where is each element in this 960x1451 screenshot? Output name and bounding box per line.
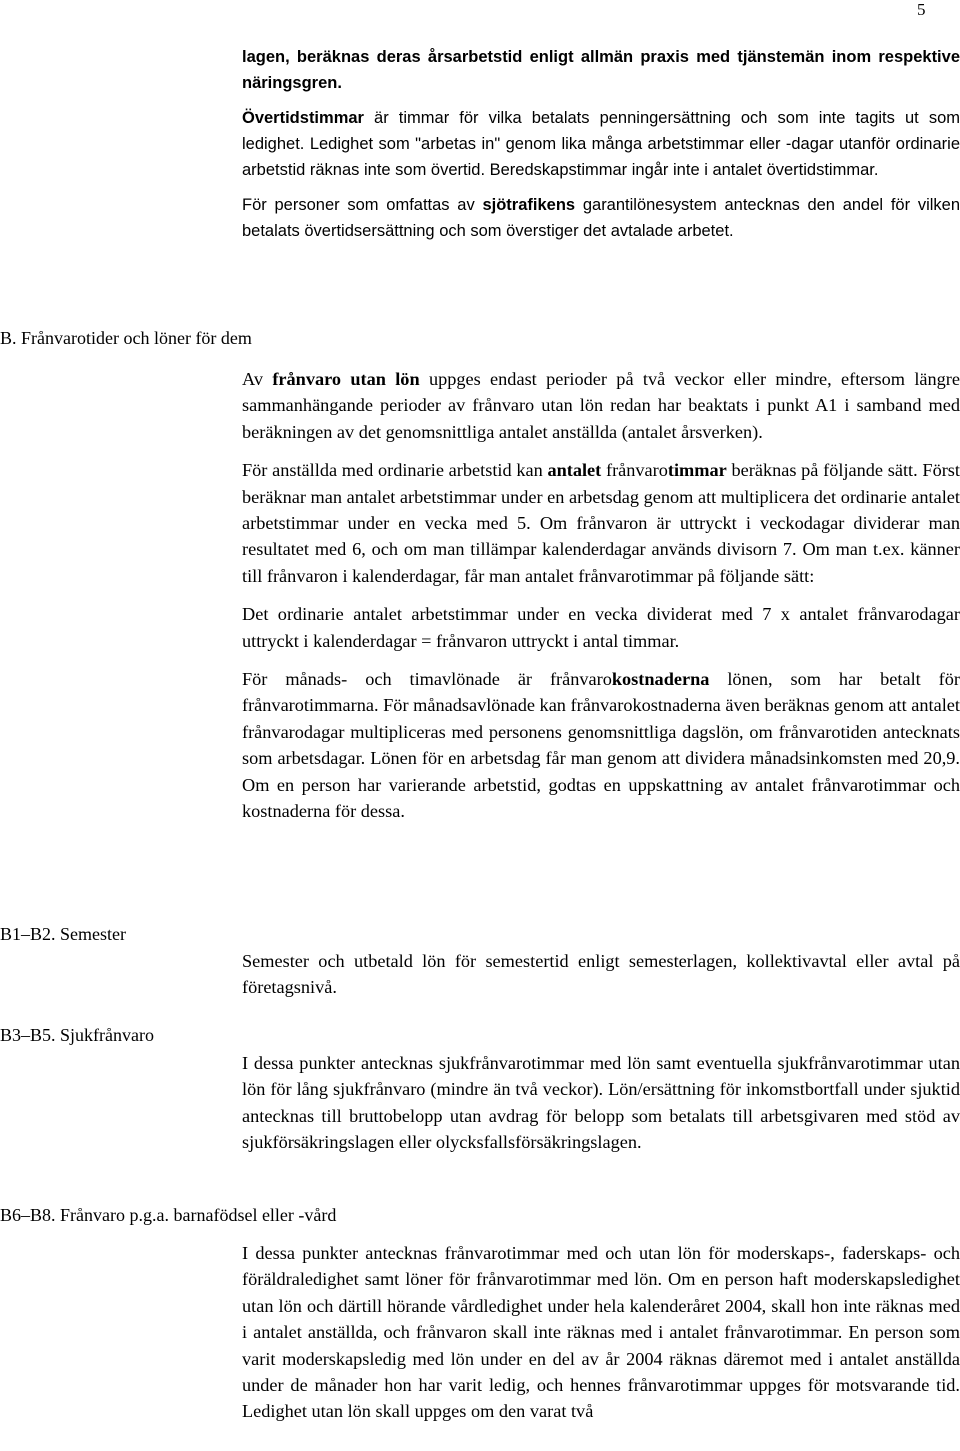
- heading-section-b3-b5: B3–B5. Sjukfrånvaro: [0, 1025, 154, 1045]
- parental-leave-section: [242, 1240, 960, 1425]
- paragraph-overtime-hours: Övertidstimmar är timmar för vilka betalats penningersättning och som inte tagits ut som ledighet. Ledighet som "arbetas in" genom lika många arbetstimmar eller -dagar utanför ordinarie arbetstid räknas inte som övertid. Beredskapstimmar ingår inte i antalet övertidstimmar.: [242, 109, 960, 179]
- heading-section-b1-b2: B1–B2. Semester: [0, 924, 126, 944]
- paragraph-sea-traffic: För personer som omfattas av sjötrafikens garantilönesystem antecknas den andel för vilken betalats övertidsersättning och som överstiger det avtalade arbetet.: [242, 196, 960, 240]
- page-number: 5: [917, 0, 926, 19]
- paragraph-annual-hours: lagen, beräknas deras årsarbetstid enligt allmän praxis med tjänstemän inom respektive näringsgren.: [242, 48, 960, 92]
- paragraph-absence-hours: För anställda med ordinarie arbetstid kan antalet frånvarotimmar beräknas på följande sätt. Först beräknar man antalet arbetstimmar under en arbetsdag genom att multiplicera det ordinarie antalet arbetstimmar under en vecka med 5. Om frånvaron är uttryckt i veckodagar dividerar man resultatet med 6, och om man tillämpar kalenderdagar används divisorn 7. Om man t.ex. känner till frånvaron i kalenderdagar, får man antalet frånvarotimmar på följande sätt:: [242, 460, 960, 586]
- paragraph-vacation: Semester och utbetald lön för semestertid enligt semesterlagen, kollektivavtal eller avtal på företagsnivå.: [242, 951, 960, 998]
- paragraph-absence-unpaid: Av frånvaro utan lön uppges endast perioder på två veckor eller mindre, eftersom längre sammanhängande perioder av frånvaro utan lön redan har beaktats i punkt A1 i samband med beräkningen av det genomsnittliga antalet anställda (antalet årsverken).: [242, 369, 960, 442]
- paragraph-sick-leave: I dessa punkter antecknas sjukfrånvarotimmar med lön samt eventuella sjukfrånvarotimmar utan lön för lång sjukfrånvaro (mindre än två veckor). Lön/ersättning för inkomstbortfall under sjuktid antecknas till bruttobelopp utan avdrag för belopp som betalats till arbetsgivaren med stöd av sjukförsäkringslagen eller olycksfallsförsäkringslagen.: [242, 1053, 960, 1153]
- overtime-section: [242, 44, 960, 244]
- term-overtime: Övertidstimmar: [242, 109, 364, 127]
- heading-section-b: B. Frånvarotider och löner för dem: [0, 328, 252, 348]
- term-sea-traffic: sjötrafikens: [482, 196, 576, 214]
- vacation-section: [242, 948, 960, 1001]
- paragraph-formula: Det ordinarie antalet arbetstimmar under en vecka dividerat med 7 x antalet frånvarodagar uttryckt i kalenderdagar = frånvaron uttryckt i antal timmar.: [242, 604, 960, 651]
- paragraph-absence-costs: För månads- och timavlönade är frånvarokostnaderna lönen, som har betalt för frånvarotimmarna. För månadsavlönade kan frånvarokostnaderna även beräknas genom att antalet frånvarodagar multipliceras med personens genomsnittliga dagslön, om frånvarotiden antecknats som arbetsdagar. Lönen för en arbetsdag får man genom att dividera månadsinkomsten med 20,9. Om en person har varierande arbetstid, godtas en uppskattning av antalet frånvarotimmar och kostnaderna för dessa.: [242, 669, 960, 822]
- absence-section: [242, 366, 960, 825]
- paragraph-parental-leave: I dessa punkter antecknas frånvarotimmar med och utan lön för moderskaps-, faderskaps- och föräldraledighet samt löner för frånvarotimmar med lön. Om en person haft moderskapsledighet utan lön och därtill hörande vårdledighet under hela kalenderåret 2004, skall hon inte räknas med i antalet anställda, och frånvaron skall inte räknas med i antalet frånvarotimmar. En person som varit moderskapsledig med lön under en del av år 2004 räknas däremot med i antalet anställda under de månader hon har varit ledig, och hennes frånvarotimmar uppges för motsvarande tid. Ledighet utan lön skall uppges om den varat två: [242, 1243, 960, 1422]
- heading-section-b6-b8: B6–B8. Frånvaro p.g.a. barnafödsel eller -vård: [0, 1205, 337, 1225]
- sick-leave-section: [242, 1050, 960, 1156]
- term-absence-unpaid: frånvaro utan lön: [272, 369, 420, 389]
